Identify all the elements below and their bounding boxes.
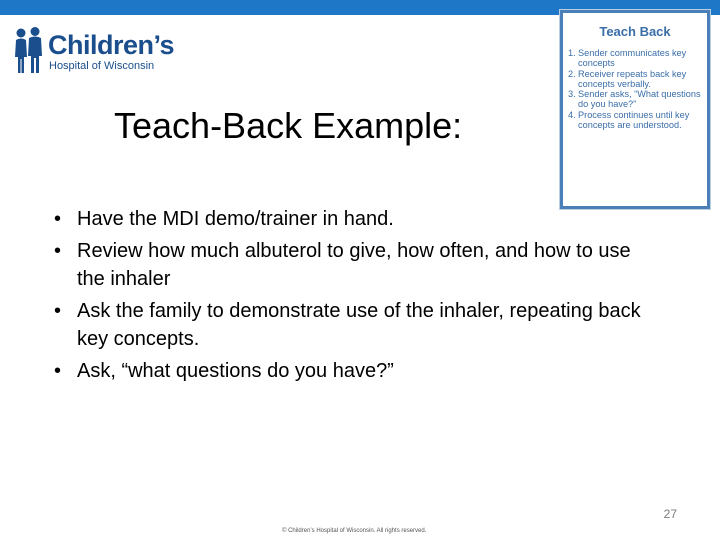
bullet-list bbox=[48, 205, 648, 389]
step-number: 1. bbox=[568, 48, 576, 58]
logo-name: Children’s bbox=[48, 30, 175, 60]
teach-back-step bbox=[568, 89, 706, 110]
step-number: 2. bbox=[568, 68, 576, 79]
teach-back-steps bbox=[568, 48, 706, 130]
bullet-text: Review how much albuterol to give, how often, and how to use the inhaler bbox=[77, 240, 631, 290]
teach-back-step bbox=[568, 69, 706, 90]
step-number: 4. bbox=[568, 109, 576, 120]
bullet-dot-icon: • bbox=[54, 360, 62, 382]
step-text: Sender communicates key concepts bbox=[578, 48, 687, 69]
bullet-dot-icon: • bbox=[54, 300, 62, 322]
page-number: 27 bbox=[663, 507, 677, 521]
step-text: Receiver repeats back key concepts verbally. bbox=[578, 68, 687, 89]
step-text: Process continues until key concepts are understood. bbox=[578, 109, 690, 131]
copyright-footer: © Children’s Hospital of Wisconsin. All rights reserved. bbox=[282, 528, 427, 534]
bullet-item bbox=[48, 357, 648, 385]
step-number: 3. bbox=[568, 89, 576, 100]
logo-subtitle: Hospital of Wisconsin bbox=[49, 60, 155, 72]
bullet-item bbox=[48, 237, 648, 293]
children-figures-icon bbox=[14, 27, 48, 75]
slide-title: Teach-Back Example: bbox=[114, 105, 463, 146]
teach-back-card bbox=[560, 10, 710, 209]
teach-back-step bbox=[568, 48, 706, 69]
teach-back-card-title: Teach Back bbox=[599, 24, 671, 39]
step-text: Sender asks, “What questions do you have?” bbox=[578, 89, 701, 110]
bullet-text: Ask the family to demonstrate use of the inhaler, repeating back key concepts. bbox=[77, 300, 641, 350]
bullet-item bbox=[48, 205, 648, 233]
childrens-hospital-logo bbox=[14, 27, 174, 77]
teach-back-step bbox=[568, 110, 706, 131]
bullet-dot-icon: • bbox=[54, 208, 62, 230]
bullet-item bbox=[48, 297, 648, 353]
bullet-dot-icon: • bbox=[54, 240, 62, 262]
bullet-text: Ask, “what questions do you have?” bbox=[77, 360, 394, 382]
bullet-text: Have the MDI demo/trainer in hand. bbox=[77, 208, 394, 230]
